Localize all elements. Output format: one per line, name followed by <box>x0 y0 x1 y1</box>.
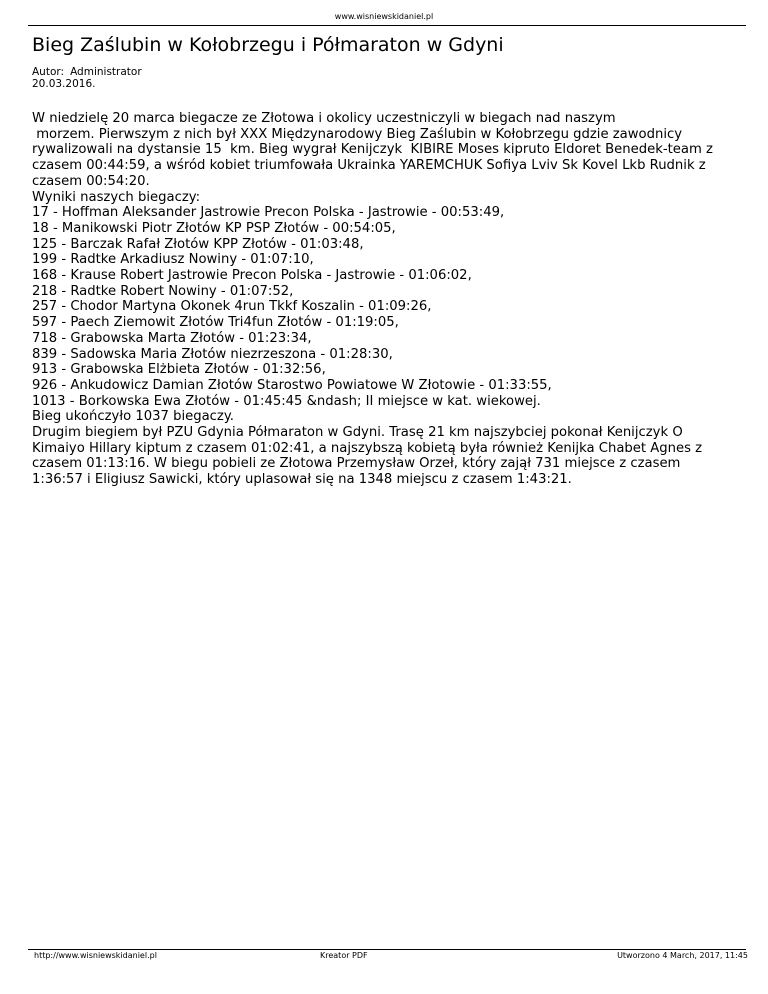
body-line: Wyniki naszych biegaczy: <box>32 189 201 205</box>
body-line: czasem 00:54:20. <box>32 173 150 189</box>
footer-divider <box>28 949 746 950</box>
author-label: Autor: <box>32 66 65 78</box>
article-meta <box>32 66 142 90</box>
body-line: rywalizowali na dystansie 15 km. Bieg wygrał Kenijczyk KIBIRE Moses kipruto Eldoret Benedek-team z <box>32 142 713 158</box>
header-divider <box>28 25 746 26</box>
body-line: morzem. Pierwszym z nich był XXX Międzynarodowy Bieg Zaślubin w Kołobrzegu gdzie zawodnicy <box>32 126 683 142</box>
body-line: 1:36:57 i Eligiusz Sawicki, który uplasował się na 1348 miejscu z czasem 1:43:21. <box>32 472 572 488</box>
result-line: 926 - Ankudowicz Damian Złotów Starostwo Powiatowe W Złotowie - 01:33:55, <box>32 377 552 393</box>
author-line <box>32 66 142 78</box>
body-line: W niedzielę 20 marca biegacze ze Złotowa i okolicy uczestniczyli w biegach nad naszym <box>32 111 616 126</box>
result-line: 597 - Paech Ziemowit Złotów Tri4fun Złotów - 01:19:05, <box>32 315 399 331</box>
result-line: 257 - Chodor Martyna Okonek 4run Tkkf Koszalin - 01:09:26, <box>32 299 432 315</box>
footer-created-date: Utworzono 4 March, 2017, 11:45 <box>617 951 748 960</box>
result-line: 18 - Manikowski Piotr Złotów KP PSP Złotów - 00:54:05, <box>32 220 396 236</box>
footer-generator: Kreator PDF <box>320 951 368 960</box>
result-line: 199 - Radtke Arkadiusz Nowiny - 01:07:10, <box>32 252 314 268</box>
footer-url[interactable]: http://www.wisniewskidaniel.pl <box>34 951 157 960</box>
result-line: 839 - Sadowska Maria Złotów niezrzeszona - 01:28:30, <box>32 346 393 362</box>
result-line: 17 - Hoffman Aleksander Jastrowie Precon Polska - Jastrowie - 00:53:49, <box>32 205 505 221</box>
result-line: 913 - Grabowska Elżbieta Złotów - 01:32:56, <box>32 362 326 378</box>
result-line: 125 - Barczak Rafał Złotów KPP Złotów - 01:03:48, <box>32 236 364 252</box>
result-line: 1013 - Borkowska Ewa Złotów - 01:45:45 &ndash; II miejsce w kat. wiekowej. <box>32 393 541 409</box>
result-line: 718 - Grabowska Marta Złotów - 01:23:34, <box>32 330 312 346</box>
body-line: czasem 00:44:59, a wśród kobiet triumfowała Ukrainka YAREMCHUK Sofiya Lviv Sk Kovel Lkb Rudnik z <box>32 158 706 174</box>
result-line: 168 - Krause Robert Jastrowie Precon Polska - Jastrowie - 01:06:02, <box>32 268 472 284</box>
body-line: Drugim biegiem był PZU Gdynia Półmaraton w Gdyni. Trasę 21 km najszybciej pokonał Kenijczyk O <box>32 425 683 441</box>
body-line: czasem 01:13:16. W biegu pobieli ze Złotowa Przemysław Orzeł, który zajął 731 miejsce z czasem <box>32 456 681 472</box>
body-line: Bieg ukończyło 1037 biegaczy. <box>32 409 234 425</box>
article-title: Bieg Zaślubin w Kołobrzegu i Półmaraton w Gdyni <box>32 34 504 56</box>
article-body <box>32 111 744 488</box>
site-header-url: www.wisniewskidaniel.pl <box>334 12 434 21</box>
result-line: 218 - Radtke Robert Nowiny - 01:07:52, <box>32 283 294 299</box>
body-line: Kimaiyo Hillary kiptum z czasem 01:02:41, a najszybszą kobietą była również Kenijka Chabet Agnes z <box>32 440 703 456</box>
author-name: Administrator <box>70 66 142 78</box>
article-date: 20.03.2016. <box>32 78 96 90</box>
